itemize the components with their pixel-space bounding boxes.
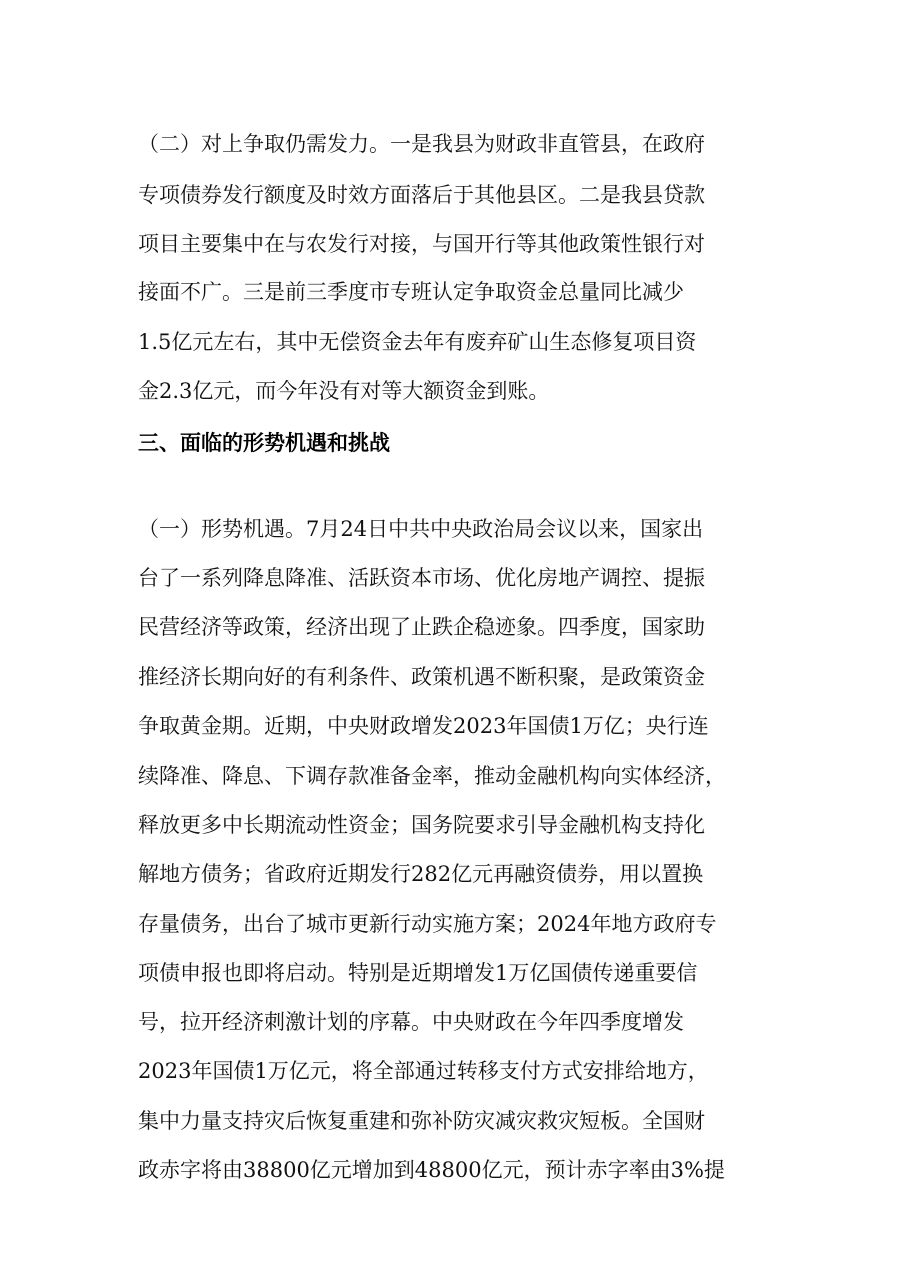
paragraph-1-line-6: 金2.3亿元，而今年没有对等大额资金到账。 (138, 379, 550, 403)
paragraph-2-line-9: 存量债务，出台了城市更新行动实施方案；2024年地方政府专 (138, 912, 717, 936)
paragraph-2-line-14: 政赤字将由38800亿元增加到48800亿元，预计赤字率由3%提 (138, 1158, 725, 1182)
paragraph-2-line-13: 集中力量支持灾后恢复重建和弥补防灾减灾救灾短板。全国财 (138, 1109, 705, 1133)
paragraph-2-line-3: 民营经济等政策，经济出现了止跌企稳迹象。四季度，国家助 (138, 615, 705, 639)
paragraph-1-line-1: （二）对上争取仍需发力。一是我县为财政非直管县，在政府 (138, 132, 705, 156)
paragraph-2-line-10: 项债申报也即将启动。特别是近期增发1万亿国债传递重要信 (138, 961, 698, 985)
paragraph-2-line-6: 续降准、降息、下调存款准备金率，推动金融机构向实体经济， (138, 764, 726, 788)
paragraph-2-line-1: （一）形势机遇。7月24日中共中央政治局会议以来，国家出 (138, 517, 704, 541)
paragraph-2-line-2: 台了一系列降息降准、活跃资本市场、优化房地产调控、提振 (138, 566, 705, 590)
paragraph-2-line-5: 争取黄金期。近期，中央财政增发2023年国债1万亿；央行连 (138, 714, 709, 738)
paragraph-2-line-7: 释放更多中长期流动性资金；国务院要求引导金融机构支持化 (138, 813, 705, 837)
paragraph-2-line-12: 2023年国债1万亿元，将全部通过转移支付方式安排给地方， (138, 1059, 709, 1083)
section-heading: 三、面临的形势机遇和挑战 (138, 431, 390, 455)
paragraph-1-line-4: 接面不广。三是前三季度市专班认定争取资金总量同比减少 (138, 280, 684, 304)
paragraph-1-line-3: 项目主要集中在与农发行对接，与国开行等其他政策性银行对 (138, 232, 705, 256)
paragraph-2-line-8: 解地方债务；省政府近期发行282亿元再融资债券，用以置换 (138, 862, 704, 886)
paragraph-2-line-11: 号，拉开经济刺激计划的序幕。中央财政在今年四季度增发 (138, 1010, 684, 1034)
paragraph-1-line-5: 1.5亿元左右，其中无偿资金去年有废弃矿山生态修复项目资 (138, 330, 697, 354)
paragraph-1-line-2: 专项债券发行额度及时效方面落后于其他县区。二是我县贷款 (138, 183, 705, 207)
paragraph-2-line-4: 推经济长期向好的有利条件、政策机遇不断积聚，是政策资金 (138, 665, 705, 689)
